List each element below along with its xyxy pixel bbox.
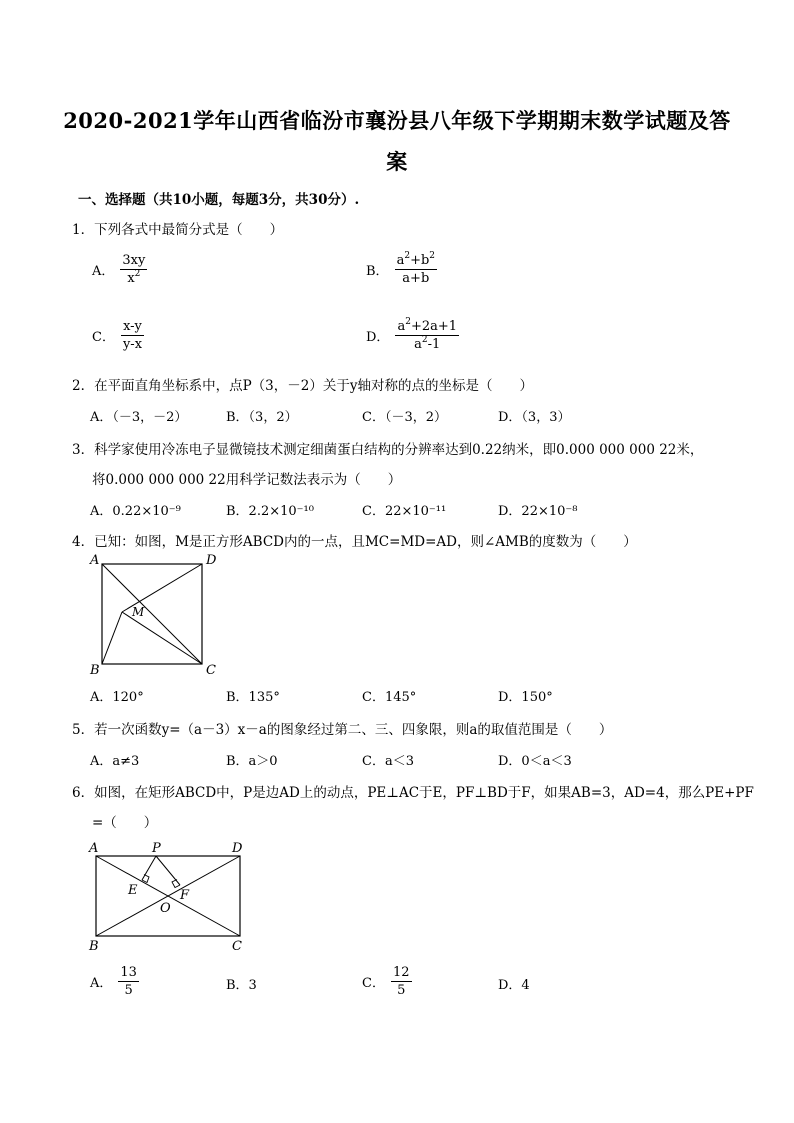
- q1-option-c: C． $\frac{x-y}{y-x}$: [92, 319, 143, 352]
- q3-option-d: D．22×10⁻⁸: [498, 504, 578, 519]
- q4-option-a: A．120°: [90, 690, 144, 705]
- q4-label-d: D: [206, 553, 217, 568]
- q6-c-fraction: $\frac{12}{5}$: [392, 965, 410, 998]
- q6-label-b: B: [89, 939, 99, 954]
- q5-option-b: B．a＞0: [226, 754, 278, 769]
- q2-option-a: A．（－3，－2）: [90, 410, 188, 425]
- q6-seg-pe: [142, 856, 156, 880]
- q6-label-f: F: [180, 888, 190, 903]
- q4-option-c: C．145°: [362, 690, 417, 705]
- q3-stem-line2: 将0.000 000 000 22用科学记数法表示为（ ）: [92, 472, 402, 488]
- section-heading: 一、选择题（共10小题，每题3分，共30分）.: [78, 192, 360, 208]
- q4-seg-mc: [122, 612, 202, 664]
- q6-label-p: P: [152, 841, 161, 856]
- q6-stem-line1: 6．如图，在矩形ABCD中，P是边AD上的动点，PE⊥AC于E，PF⊥BD于F，如果AB=3，AD=4，那么PE+PF: [72, 785, 754, 801]
- q5-option-c: C．a＜3: [362, 754, 414, 769]
- q1-option-d: D． $\frac{a^2+2a+1}{a^2-1}$: [366, 317, 458, 352]
- q2-option-c: C．（－3，2）: [362, 410, 447, 425]
- q4-option-b: B．135°: [226, 690, 280, 705]
- q6-label-a: A: [89, 841, 99, 856]
- q6-option-a: A． $\frac{13}{5}$: [90, 965, 137, 998]
- q6-label-e: E: [128, 883, 138, 898]
- q4-label-a: A: [90, 553, 100, 568]
- q6-seg-pf: [156, 856, 180, 885]
- q5-stem: 5．若一次函数y=（a－3）x－a的图象经过第二、三、四象限，则a的取值范围是（ ）: [72, 722, 613, 738]
- q6-stem-line2: =（ ）: [92, 815, 158, 831]
- q1-c-fraction: $\frac{x-y}{y-x}$: [122, 319, 143, 352]
- q4-diag-ac: [102, 564, 202, 664]
- q2-option-b: B．（3，2）: [226, 410, 298, 425]
- q6-option-d: D．4: [498, 978, 530, 993]
- q6-a-fraction: $\frac{13}{5}$: [120, 965, 137, 998]
- q1-b-fraction: $\frac{a^2+b^2}{a+b}$: [396, 251, 436, 286]
- q6-label-c: C: [232, 939, 242, 954]
- q6-option-c: C． $\frac{12}{5}$: [362, 965, 410, 998]
- q3-option-a: A．0.22×10⁻⁹: [90, 504, 181, 519]
- q1-a-fraction: $\frac{3xy}{x^2}$: [122, 253, 146, 286]
- q5-option-a: A．a≠3: [90, 754, 140, 769]
- q5-option-d: D．0＜a＜3: [498, 754, 572, 769]
- q3-stem-line1: 3．科学家使用冷冻电子显微镜技术测定细菌蛋白结构的分辨率达到0.22纳米，即0.000 000 000 22米，: [72, 442, 704, 458]
- q4-square-figure: [86, 552, 226, 678]
- q6-label-o: O: [160, 901, 171, 916]
- q1-d-fraction: $\frac{a^2+2a+1}{a^2-1}$: [397, 317, 458, 352]
- q2-stem: 2．在平面直角坐标系中，点P（3，－2）关于y轴对称的点的坐标是（ ）: [72, 378, 533, 394]
- q4-label-c: C: [206, 663, 216, 678]
- page-title-line1: 2020-2021学年山西省临汾市襄汾县八年级下学期期末数学试题及答: [63, 108, 731, 133]
- q4-seg-mb: [102, 612, 122, 664]
- q1-option-b: B． $\frac{a^2+b^2}{a+b}$: [366, 251, 436, 286]
- q4-label-b: B: [90, 663, 100, 678]
- q4-option-d: D．150°: [498, 690, 553, 705]
- q6-label-d: D: [232, 841, 243, 856]
- q6-option-b: B．3: [226, 978, 257, 993]
- q3-option-b: B．2.2×10⁻¹⁰: [226, 504, 314, 519]
- q4-label-m: M: [132, 605, 145, 619]
- q6-rectangle-figure: [86, 838, 256, 958]
- q2-option-d: D．（3，3）: [498, 410, 571, 425]
- q1-stem: 1．下列各式中最简分式是（ ）: [72, 222, 284, 238]
- q4-stem: 4．已知：如图，M是正方形ABCD内的一点，且MC=MD=AD，则∠AMB的度数为（ ）: [72, 534, 637, 550]
- page-title-line2: 案: [386, 149, 408, 174]
- q3-option-c: C．22×10⁻¹¹: [362, 504, 447, 519]
- q1-option-a: A． $\frac{3xy}{x^2}$: [92, 253, 146, 286]
